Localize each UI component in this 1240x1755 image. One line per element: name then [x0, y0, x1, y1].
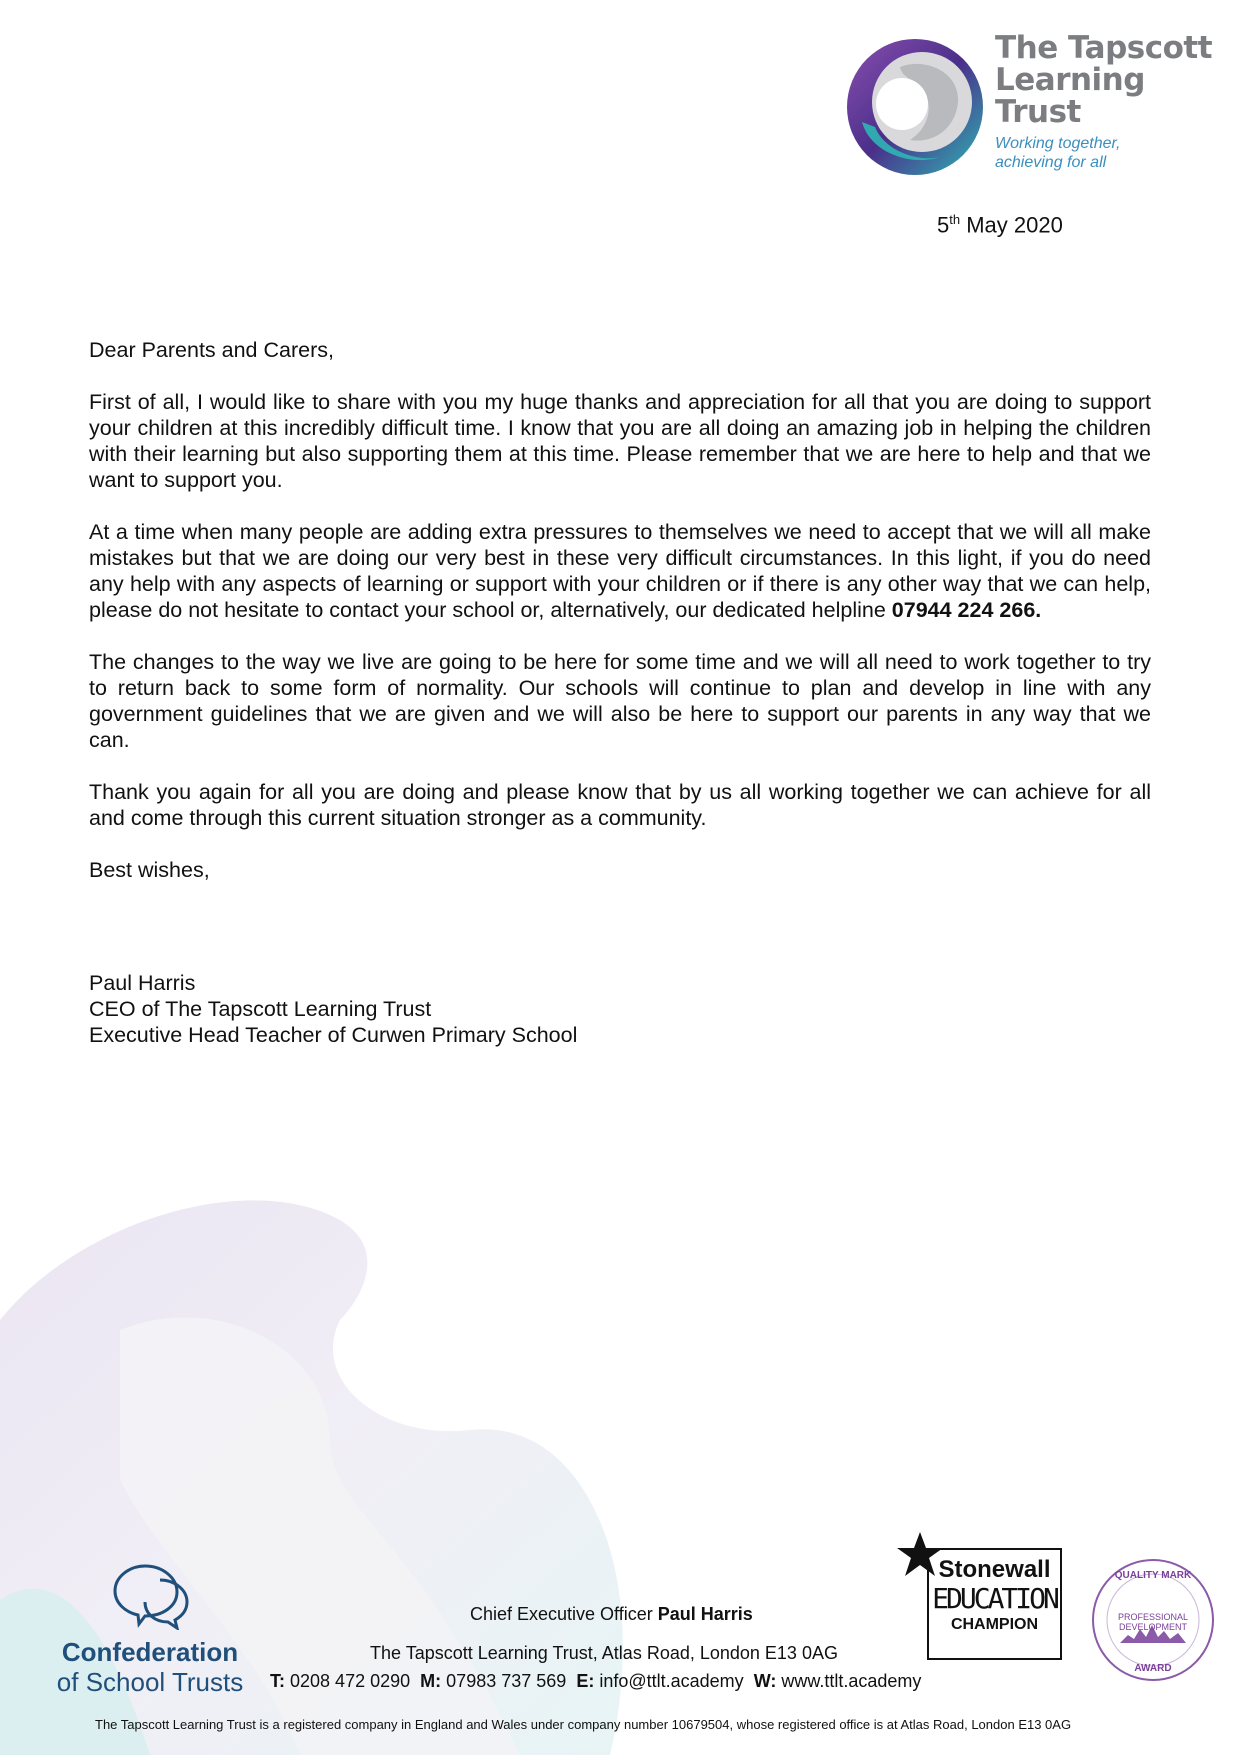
letter-closing: Best wishes,: [89, 858, 210, 882]
trust-logo-tagline: [995, 134, 1220, 172]
quality-mark-bottom: AWARD: [1134, 1663, 1172, 1674]
email-link[interactable]: info@ttlt.academy: [599, 1671, 744, 1691]
cst-line2: of School Trusts: [56, 1667, 244, 1697]
stonewall-name: Stonewall: [938, 1556, 1051, 1583]
logo-name-line3: Trust: [995, 94, 1081, 130]
quality-mark-top: QUALITY MARK: [1114, 1570, 1192, 1581]
cst-line1: Confederation: [61, 1637, 239, 1667]
date-suffix: th: [949, 212, 961, 227]
tapscott-trust-logo-icon: [840, 32, 990, 182]
letter-greeting: Dear Parents and Carers,: [89, 338, 334, 362]
ceo-label: Chief Executive Officer: [470, 1604, 653, 1624]
quality-mark-middle: PROFESSIONAL DEVELOPMENT: [1117, 1612, 1189, 1632]
mobile-value: 07983 737 569: [446, 1671, 567, 1691]
footer-registration: The Tapscott Learning Trust is a registered company in England and Wales under company number 10679504, whose registered office is at Atlas Road, London E13 0AG: [95, 1717, 1072, 1732]
letter-paragraph-4: Thank you again for all you are doing and please know that by us all working together we can achieve for all and come through this current situation stronger as a community.: [89, 780, 1151, 830]
signature-name: Paul Harris: [89, 971, 196, 995]
letter-body: [89, 337, 1151, 909]
phone-label: T:: [270, 1671, 285, 1691]
tagline-line1: Working together,: [995, 135, 1121, 152]
footer-ceo-line: [470, 1604, 753, 1625]
stonewall-education: EDUCATION: [932, 1582, 1057, 1615]
logo-name-line1: The Tapscott: [995, 30, 1213, 66]
signature-role-2: Executive Head Teacher of Curwen Primary School: [89, 1023, 578, 1047]
letter-paragraph-1: First of all, I would like to share with you my huge thanks and appreciation for all that you are doing to support your children at this incredibly difficult time. I know that you are all doing an amazing job in helping the children with their learning but also supporting them at this time. Please remember that we are here to help and that we want to support you.: [89, 390, 1151, 492]
mobile-label: M:: [420, 1671, 442, 1691]
stonewall-star-icon: [895, 1530, 945, 1580]
trust-logo-wordmark: [995, 32, 1220, 128]
signature-role-1: CEO of The Tapscott Learning Trust: [89, 997, 432, 1021]
date-rest: May 2020: [966, 212, 1063, 238]
letter-paragraph-3: The changes to the way we live are going to be here for some time and we will all need to work together to try to return back to some form of normality. Our schools will continue to plan and develop in line with any government guidelines that we are given and we will also be here to support our parents in any way that we can.: [89, 650, 1151, 752]
helpline-number: 07944 224 266.: [891, 598, 1042, 622]
stonewall-champion: CHAMPION: [950, 1616, 1039, 1633]
phone-value: 0208 472 0290: [290, 1671, 411, 1691]
footer-address: The Tapscott Learning Trust, Atlas Road, London E13 0AG: [370, 1643, 838, 1663]
tagline-line2: achieving for all: [995, 154, 1107, 171]
footer-contact-line: [270, 1671, 921, 1692]
speech-bubbles-icon: [105, 1558, 195, 1630]
email-label: E:: [576, 1671, 595, 1691]
date-day: 5: [937, 212, 950, 238]
web-label: W:: [753, 1671, 777, 1691]
ceo-name: Paul Harris: [657, 1604, 753, 1624]
stonewall-badge: [927, 1548, 1062, 1660]
cst-logo-text: [50, 1637, 250, 1697]
letter-paragraph-2: [89, 519, 1151, 623]
signature-block: [89, 970, 577, 1048]
logo-name-line2: Learning: [995, 62, 1145, 98]
letter-date: [937, 212, 1063, 238]
paragraph-2-text: At a time when many people are adding extra pressures to themselves we need to accept that we will all make mistakes but that we are doing our very best in these very difficult circumstances. In this light, if you do need any help with any aspects of learning or support with your children or if there is any other way that we can help, please do not hesitate to contact your school or, alternatively, our dedicated helpline: [89, 520, 1151, 622]
website-link[interactable]: www.ttlt.academy: [781, 1671, 922, 1691]
